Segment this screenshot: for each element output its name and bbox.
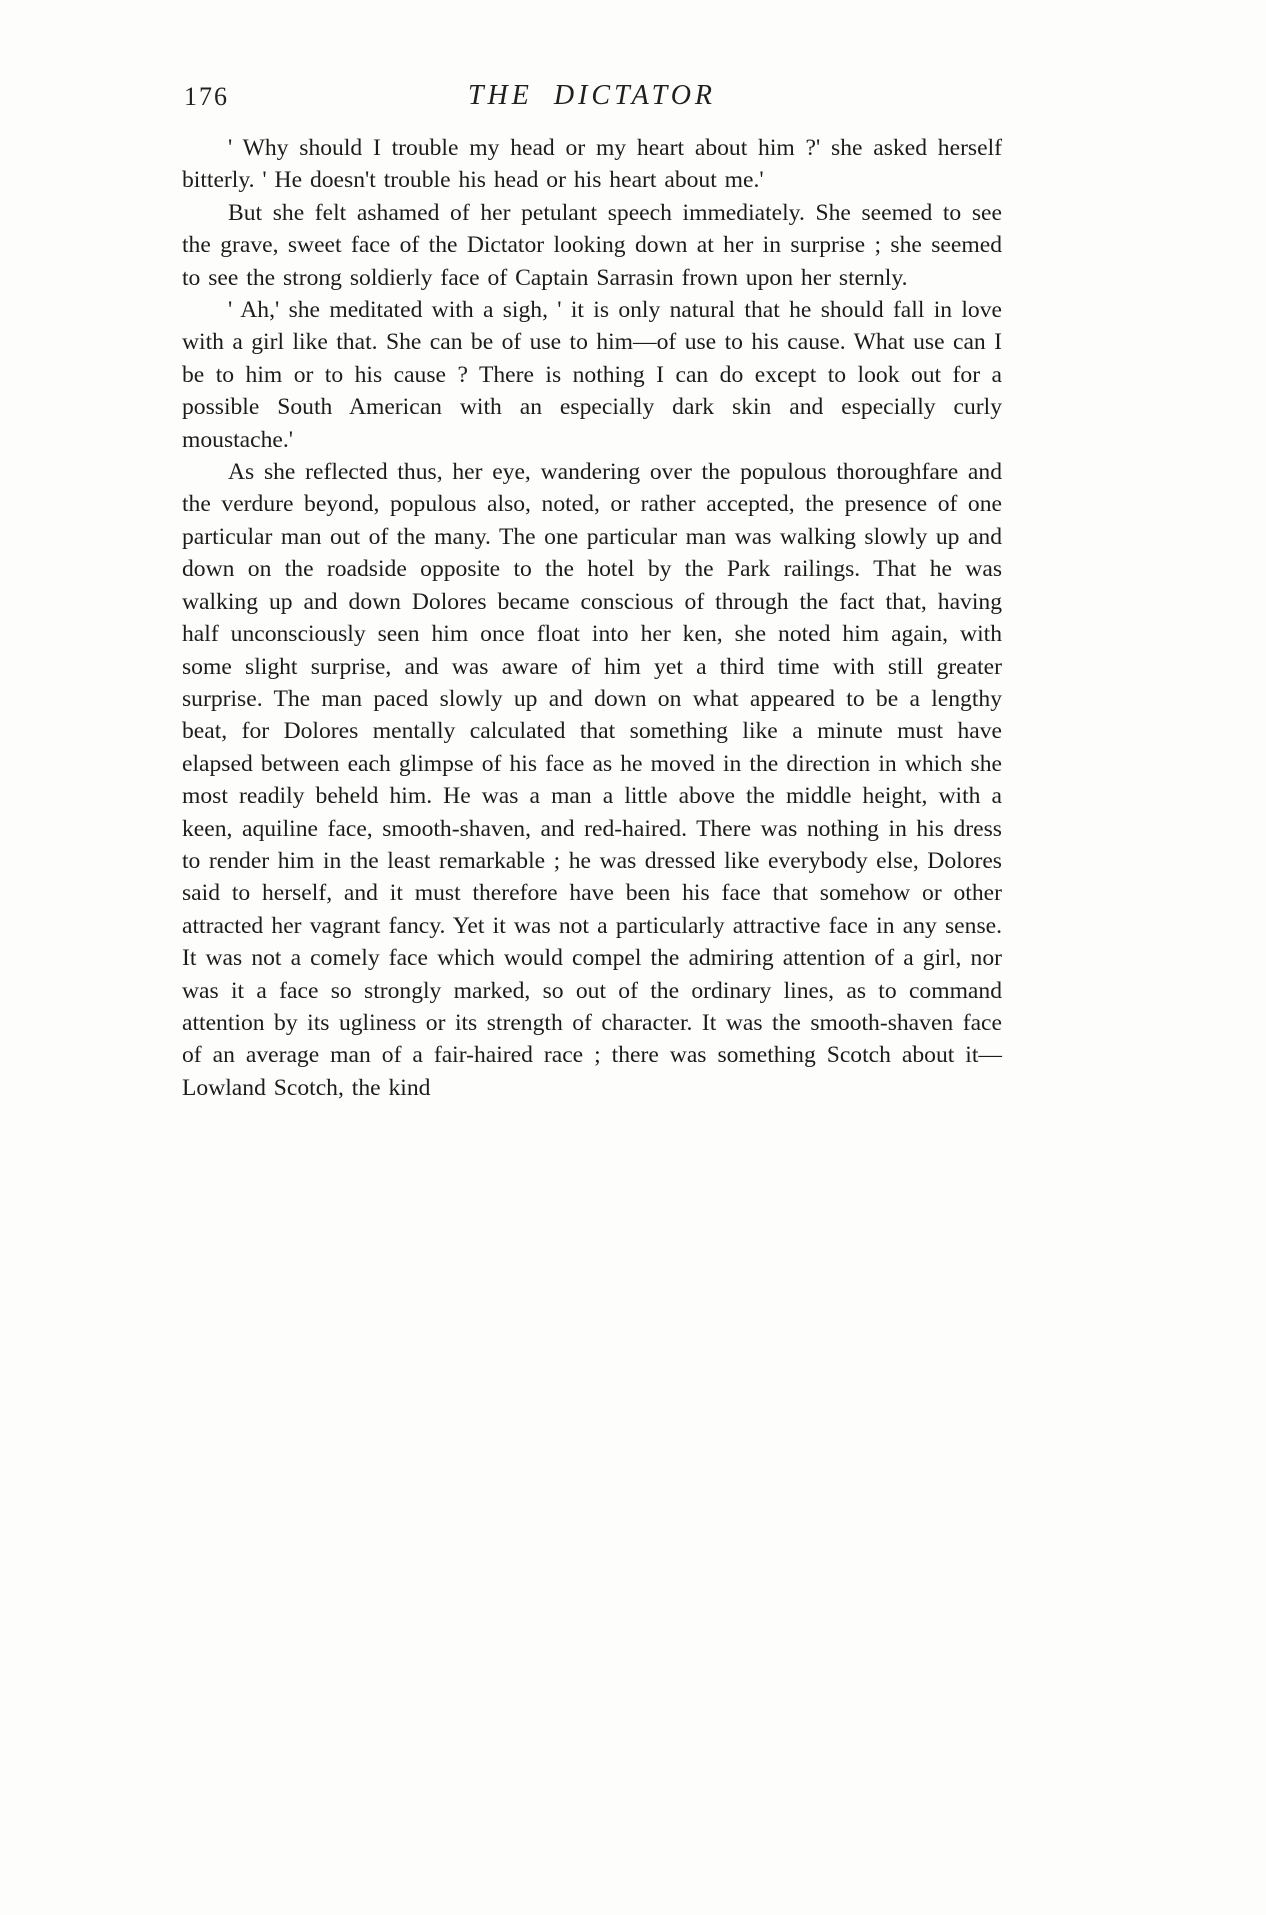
paragraph: As she reflected thus, her eye, wandering over the populous thoroughfare and the verdure beyond, populous also, noted, or rather accepted, the presence of one particular man out of the many. The one particular man was walking slowly up and down on the roadside opposite to the hotel by the Park railings. That he was walking up and down Dolores became conscious of through the fact that, having half unconsciously seen him once float into her ken, she noted him again, with some slight surprise, and was aware of him yet a third time with still greater surprise. The man paced slowly up and down on what appeared to be a lengthy beat, for Dolores mentally calculated that something like a minute must have elapsed between each glimpse of his face as he moved in the direction in which she most readily beheld him. He was a man a little above the middle height, with a keen, aquiline face, smooth-shaven, and red-haired. There was nothing in his dress to render him in the least remarkable ; he was dressed like everybody else, Dolores said to herself, and it must therefore have been his face that somehow or other attracted her vagrant fancy. Yet it was not a particularly attractive face in any sense. It was not a comely face which would compel the admiring attention of a girl, nor was it a face so strongly marked, so out of the ordinary lines, as to command attention by its ugliness or its strength of character. It was the smooth-shaven face of an average man of a fair-haired race ; there was something Scotch about it—Lowland Scotch, the kind <box>182 459 1002 1101</box>
page-body <box>182 132 1002 1104</box>
paragraph: ' Ah,' she meditated with a sigh, ' it is only natural that he should fall in love with a girl like that. She can be of use to him—of use to his cause. What use can I be to him or to his cause ? There is nothing I can do except to look out for a possible South American with an especially dark skin and especially curly moustache.' <box>182 297 1002 453</box>
page-header <box>182 80 1002 122</box>
running-title: THE DICTATOR <box>467 80 717 111</box>
paragraph: ' Why should I trouble my head or my heart about him ?' she asked herself bitterly. ' He doesn't trouble his head or his heart about me.' <box>182 135 1002 194</box>
page-number: 176 <box>184 82 229 111</box>
paragraph: But she felt ashamed of her petulant speech immediately. She seemed to see the grave, sweet face of the Dictator looking down at her in surprise ; she seemed to see the strong soldierly face of Captain Sarrasin frown upon her sternly. <box>182 199 1002 291</box>
